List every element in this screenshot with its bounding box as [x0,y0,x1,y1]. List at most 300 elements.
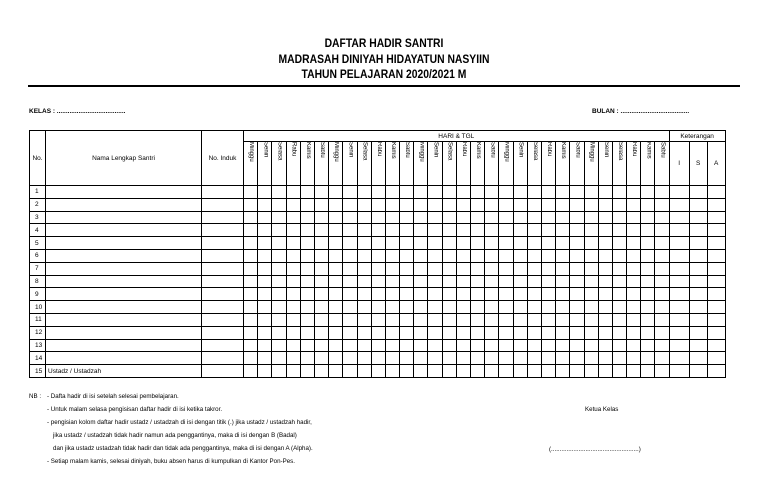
attendance-cell[interactable] [541,211,555,224]
keterangan-cell[interactable] [707,211,725,224]
attendance-cell[interactable] [414,326,428,339]
attendance-cell[interactable] [527,339,541,352]
attendance-cell[interactable] [584,352,598,365]
attendance-cell[interactable] [442,352,456,365]
attendance-cell[interactable] [598,262,612,275]
attendance-cell[interactable] [428,249,442,262]
attendance-cell[interactable] [314,365,328,378]
attendance-cell[interactable] [414,262,428,275]
attendance-cell[interactable] [513,301,527,314]
student-name-cell[interactable] [46,186,202,199]
student-name-cell[interactable] [46,339,202,352]
attendance-cell[interactable] [428,186,442,199]
attendance-cell[interactable] [300,249,314,262]
attendance-cell[interactable] [527,313,541,326]
attendance-cell[interactable] [244,301,258,314]
attendance-cell[interactable] [371,326,385,339]
attendance-cell[interactable] [385,326,399,339]
attendance-cell[interactable] [300,339,314,352]
attendance-cell[interactable] [471,365,485,378]
attendance-cell[interactable] [527,198,541,211]
induk-cell[interactable] [202,326,244,339]
student-name-cell[interactable] [46,275,202,288]
attendance-cell[interactable] [400,365,414,378]
attendance-cell[interactable] [570,249,584,262]
attendance-cell[interactable] [329,339,343,352]
attendance-cell[interactable] [428,326,442,339]
attendance-cell[interactable] [357,339,371,352]
attendance-cell[interactable] [641,224,655,237]
attendance-cell[interactable] [527,326,541,339]
attendance-cell[interactable] [385,249,399,262]
attendance-cell[interactable] [527,365,541,378]
attendance-cell[interactable] [371,186,385,199]
attendance-cell[interactable] [286,339,300,352]
attendance-cell[interactable] [612,352,626,365]
attendance-cell[interactable] [485,326,499,339]
attendance-cell[interactable] [329,237,343,250]
keterangan-cell[interactable] [707,224,725,237]
attendance-cell[interactable] [258,288,272,301]
attendance-cell[interactable] [570,326,584,339]
attendance-cell[interactable] [570,224,584,237]
attendance-cell[interactable] [556,352,570,365]
attendance-cell[interactable] [584,186,598,199]
attendance-cell[interactable] [627,288,641,301]
keterangan-cell[interactable] [689,313,707,326]
attendance-cell[interactable] [541,275,555,288]
attendance-cell[interactable] [286,211,300,224]
keterangan-cell[interactable] [707,288,725,301]
attendance-cell[interactable] [357,326,371,339]
attendance-cell[interactable] [627,237,641,250]
attendance-cell[interactable] [471,237,485,250]
attendance-cell[interactable] [258,249,272,262]
attendance-cell[interactable] [456,352,470,365]
attendance-cell[interactable] [598,198,612,211]
attendance-cell[interactable] [400,313,414,326]
attendance-cell[interactable] [300,288,314,301]
attendance-cell[interactable] [570,198,584,211]
attendance-cell[interactable] [343,211,357,224]
attendance-cell[interactable] [627,352,641,365]
attendance-cell[interactable] [385,339,399,352]
student-name-cell[interactable] [46,301,202,314]
attendance-cell[interactable] [527,237,541,250]
attendance-cell[interactable] [513,339,527,352]
attendance-cell[interactable] [442,198,456,211]
attendance-cell[interactable] [584,224,598,237]
attendance-cell[interactable] [385,262,399,275]
attendance-cell[interactable] [300,198,314,211]
attendance-cell[interactable] [485,275,499,288]
keterangan-cell[interactable] [707,313,725,326]
keterangan-cell[interactable] [707,198,725,211]
keterangan-cell[interactable] [689,339,707,352]
attendance-cell[interactable] [258,326,272,339]
attendance-cell[interactable] [385,275,399,288]
attendance-cell[interactable] [556,326,570,339]
attendance-cell[interactable] [641,275,655,288]
attendance-cell[interactable] [612,198,626,211]
attendance-cell[interactable] [627,313,641,326]
attendance-cell[interactable] [598,275,612,288]
attendance-cell[interactable] [428,237,442,250]
attendance-cell[interactable] [400,262,414,275]
attendance-cell[interactable] [400,186,414,199]
induk-cell[interactable] [202,262,244,275]
attendance-cell[interactable] [300,352,314,365]
attendance-cell[interactable] [513,352,527,365]
attendance-cell[interactable] [314,339,328,352]
attendance-cell[interactable] [499,326,513,339]
attendance-cell[interactable] [513,288,527,301]
attendance-cell[interactable] [428,262,442,275]
attendance-cell[interactable] [499,186,513,199]
keterangan-cell[interactable] [689,326,707,339]
attendance-cell[interactable] [513,262,527,275]
attendance-cell[interactable] [471,326,485,339]
attendance-cell[interactable] [314,237,328,250]
attendance-cell[interactable] [584,339,598,352]
keterangan-cell[interactable] [669,186,689,199]
attendance-cell[interactable] [272,288,286,301]
attendance-cell[interactable] [272,249,286,262]
attendance-cell[interactable] [556,262,570,275]
attendance-cell[interactable] [329,211,343,224]
attendance-cell[interactable] [428,313,442,326]
attendance-cell[interactable] [272,262,286,275]
attendance-cell[interactable] [541,301,555,314]
attendance-cell[interactable] [655,249,669,262]
attendance-cell[interactable] [258,301,272,314]
attendance-cell[interactable] [471,352,485,365]
attendance-cell[interactable] [258,237,272,250]
attendance-cell[interactable] [442,313,456,326]
attendance-cell[interactable] [371,339,385,352]
attendance-cell[interactable] [655,275,669,288]
keterangan-cell[interactable] [707,262,725,275]
attendance-cell[interactable] [655,224,669,237]
attendance-cell[interactable] [357,249,371,262]
attendance-cell[interactable] [244,313,258,326]
attendance-cell[interactable] [456,237,470,250]
attendance-cell[interactable] [556,365,570,378]
attendance-cell[interactable] [513,275,527,288]
attendance-cell[interactable] [329,224,343,237]
attendance-cell[interactable] [641,301,655,314]
attendance-cell[interactable] [314,198,328,211]
attendance-cell[interactable] [329,352,343,365]
attendance-cell[interactable] [527,211,541,224]
attendance-cell[interactable] [655,326,669,339]
keterangan-cell[interactable] [689,198,707,211]
attendance-cell[interactable] [485,313,499,326]
attendance-cell[interactable] [499,275,513,288]
attendance-cell[interactable] [400,211,414,224]
keterangan-cell[interactable] [689,186,707,199]
attendance-cell[interactable] [499,224,513,237]
attendance-cell[interactable] [442,275,456,288]
attendance-cell[interactable] [584,288,598,301]
attendance-cell[interactable] [598,186,612,199]
attendance-cell[interactable] [641,198,655,211]
attendance-cell[interactable] [598,237,612,250]
attendance-cell[interactable] [556,211,570,224]
attendance-cell[interactable] [371,198,385,211]
attendance-cell[interactable] [612,211,626,224]
attendance-cell[interactable] [456,186,470,199]
attendance-cell[interactable] [598,326,612,339]
attendance-cell[interactable] [456,249,470,262]
attendance-cell[interactable] [314,211,328,224]
attendance-cell[interactable] [527,288,541,301]
attendance-cell[interactable] [655,365,669,378]
attendance-cell[interactable] [272,326,286,339]
attendance-cell[interactable] [570,262,584,275]
attendance-cell[interactable] [527,262,541,275]
attendance-cell[interactable] [570,288,584,301]
attendance-cell[interactable] [655,288,669,301]
attendance-cell[interactable] [541,339,555,352]
attendance-cell[interactable] [513,237,527,250]
attendance-cell[interactable] [442,326,456,339]
attendance-cell[interactable] [598,211,612,224]
attendance-cell[interactable] [244,326,258,339]
attendance-cell[interactable] [385,352,399,365]
attendance-cell[interactable] [414,288,428,301]
induk-cell[interactable] [202,365,244,378]
attendance-cell[interactable] [357,224,371,237]
attendance-cell[interactable] [371,237,385,250]
attendance-cell[interactable] [371,211,385,224]
attendance-cell[interactable] [655,352,669,365]
attendance-cell[interactable] [456,275,470,288]
attendance-cell[interactable] [414,339,428,352]
attendance-cell[interactable] [329,186,343,199]
keterangan-cell[interactable] [669,224,689,237]
attendance-cell[interactable] [272,352,286,365]
attendance-cell[interactable] [627,224,641,237]
attendance-cell[interactable] [329,288,343,301]
keterangan-cell[interactable] [689,262,707,275]
induk-cell[interactable] [202,313,244,326]
keterangan-cell[interactable] [707,365,725,378]
attendance-cell[interactable] [385,288,399,301]
attendance-cell[interactable] [244,275,258,288]
attendance-cell[interactable] [300,262,314,275]
student-name-cell[interactable] [46,237,202,250]
attendance-cell[interactable] [300,275,314,288]
attendance-cell[interactable] [570,186,584,199]
attendance-cell[interactable] [641,262,655,275]
attendance-cell[interactable] [655,237,669,250]
attendance-cell[interactable] [541,198,555,211]
keterangan-cell[interactable] [689,301,707,314]
attendance-cell[interactable] [499,211,513,224]
attendance-cell[interactable] [286,224,300,237]
attendance-cell[interactable] [541,262,555,275]
attendance-cell[interactable] [641,352,655,365]
attendance-cell[interactable] [343,186,357,199]
attendance-cell[interactable] [286,262,300,275]
attendance-cell[interactable] [456,339,470,352]
attendance-cell[interactable] [300,365,314,378]
induk-cell[interactable] [202,301,244,314]
attendance-cell[interactable] [584,275,598,288]
attendance-cell[interactable] [584,211,598,224]
attendance-cell[interactable] [428,275,442,288]
attendance-cell[interactable] [570,313,584,326]
keterangan-cell[interactable] [669,365,689,378]
attendance-cell[interactable] [471,301,485,314]
attendance-cell[interactable] [641,237,655,250]
attendance-cell[interactable] [612,186,626,199]
attendance-cell[interactable] [300,211,314,224]
attendance-cell[interactable] [499,198,513,211]
attendance-cell[interactable] [598,288,612,301]
attendance-cell[interactable] [641,211,655,224]
keterangan-cell[interactable] [689,237,707,250]
attendance-cell[interactable] [428,211,442,224]
attendance-cell[interactable] [612,365,626,378]
attendance-cell[interactable] [385,198,399,211]
attendance-cell[interactable] [343,301,357,314]
induk-cell[interactable] [202,275,244,288]
attendance-cell[interactable] [513,198,527,211]
attendance-cell[interactable] [286,275,300,288]
attendance-cell[interactable] [428,339,442,352]
keterangan-cell[interactable] [707,237,725,250]
attendance-cell[interactable] [499,365,513,378]
attendance-cell[interactable] [499,237,513,250]
attendance-cell[interactable] [513,249,527,262]
induk-cell[interactable] [202,237,244,250]
attendance-cell[interactable] [556,186,570,199]
attendance-cell[interactable] [357,288,371,301]
attendance-cell[interactable] [314,275,328,288]
attendance-cell[interactable] [556,249,570,262]
attendance-cell[interactable] [556,301,570,314]
attendance-cell[interactable] [329,198,343,211]
attendance-cell[interactable] [329,249,343,262]
attendance-cell[interactable] [400,326,414,339]
attendance-cell[interactable] [314,288,328,301]
attendance-cell[interactable] [314,262,328,275]
attendance-cell[interactable] [258,352,272,365]
keterangan-cell[interactable] [689,249,707,262]
attendance-cell[interactable] [244,288,258,301]
attendance-cell[interactable] [584,262,598,275]
attendance-cell[interactable] [244,249,258,262]
attendance-cell[interactable] [641,186,655,199]
attendance-cell[interactable] [414,301,428,314]
induk-cell[interactable] [202,339,244,352]
attendance-cell[interactable] [442,249,456,262]
attendance-cell[interactable] [471,262,485,275]
keterangan-cell[interactable] [707,352,725,365]
attendance-cell[interactable] [357,301,371,314]
attendance-cell[interactable] [329,301,343,314]
attendance-cell[interactable] [442,186,456,199]
attendance-cell[interactable] [343,365,357,378]
attendance-cell[interactable] [272,211,286,224]
attendance-cell[interactable] [300,237,314,250]
attendance-cell[interactable] [428,301,442,314]
attendance-cell[interactable] [343,326,357,339]
attendance-cell[interactable] [471,249,485,262]
attendance-cell[interactable] [400,352,414,365]
attendance-cell[interactable] [513,211,527,224]
attendance-cell[interactable] [584,365,598,378]
attendance-cell[interactable] [485,352,499,365]
attendance-cell[interactable] [612,288,626,301]
attendance-cell[interactable] [272,339,286,352]
attendance-cell[interactable] [385,313,399,326]
attendance-cell[interactable] [485,249,499,262]
attendance-cell[interactable] [527,275,541,288]
keterangan-cell[interactable] [669,237,689,250]
attendance-cell[interactable] [286,198,300,211]
induk-cell[interactable] [202,352,244,365]
attendance-cell[interactable] [627,275,641,288]
attendance-cell[interactable] [314,313,328,326]
attendance-cell[interactable] [258,198,272,211]
keterangan-cell[interactable] [689,288,707,301]
attendance-cell[interactable] [428,352,442,365]
attendance-cell[interactable] [385,224,399,237]
keterangan-cell[interactable] [689,224,707,237]
attendance-cell[interactable] [385,237,399,250]
attendance-cell[interactable] [272,198,286,211]
attendance-cell[interactable] [357,352,371,365]
attendance-cell[interactable] [527,224,541,237]
attendance-cell[interactable] [556,237,570,250]
attendance-cell[interactable] [584,198,598,211]
student-name-cell[interactable] [46,326,202,339]
attendance-cell[interactable] [314,326,328,339]
attendance-cell[interactable] [329,262,343,275]
attendance-cell[interactable] [300,186,314,199]
attendance-cell[interactable] [286,365,300,378]
attendance-cell[interactable] [442,288,456,301]
induk-cell[interactable] [202,249,244,262]
attendance-cell[interactable] [499,339,513,352]
attendance-cell[interactable] [286,237,300,250]
attendance-cell[interactable] [612,301,626,314]
attendance-cell[interactable] [385,186,399,199]
keterangan-cell[interactable] [669,301,689,314]
attendance-cell[interactable] [485,237,499,250]
attendance-cell[interactable] [513,186,527,199]
attendance-cell[interactable] [541,365,555,378]
attendance-cell[interactable] [343,198,357,211]
attendance-cell[interactable] [400,249,414,262]
attendance-cell[interactable] [541,249,555,262]
attendance-cell[interactable] [272,365,286,378]
attendance-cell[interactable] [343,288,357,301]
attendance-cell[interactable] [456,301,470,314]
student-name-cell[interactable] [46,198,202,211]
attendance-cell[interactable] [655,313,669,326]
attendance-cell[interactable] [556,275,570,288]
induk-cell[interactable] [202,288,244,301]
attendance-cell[interactable] [343,249,357,262]
attendance-cell[interactable] [627,326,641,339]
attendance-cell[interactable] [527,301,541,314]
induk-cell[interactable] [202,211,244,224]
attendance-cell[interactable] [612,249,626,262]
